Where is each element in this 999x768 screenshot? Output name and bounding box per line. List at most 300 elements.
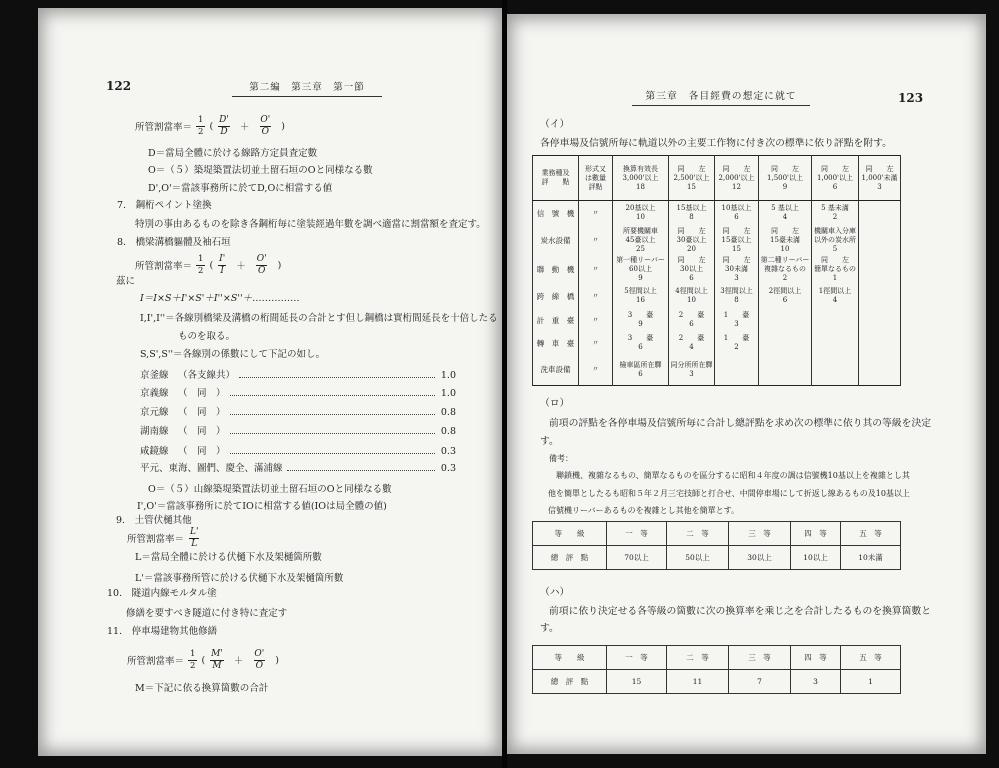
line-name: 京元線 [140,407,169,418]
line-note: （ 同 ） [178,407,226,418]
score-cell [859,355,901,386]
cell-line: 3 臺 [627,334,654,342]
cell-line: 4 [782,213,788,222]
cell-line: 檢車區所在驛 [619,360,662,369]
line-name: 平元、東海、圖們、慶全、滿浦線 [140,463,283,474]
note-text: 聯鎖機、複雜なるもの、簡單なるものを區分するに昭和４年度の調は信號機10基以上を複雜とし其 [556,471,910,480]
score-cell [859,226,901,256]
close-paren: ) [275,654,279,666]
cell-line: 同 左 [677,256,706,264]
section-text: 前項に依り決定せる各等級の箇數に次の換算率を乘じ之を合計したるものを換算箇數と [549,606,932,617]
length-class-header [715,156,759,201]
numerator: 1 [198,114,204,125]
grade-header-row [533,646,901,670]
running-head: 第二編 第三章 第一節 [232,81,382,97]
value-cell: 10未滿 [841,546,901,570]
coefficient-value: 0.3 [440,463,456,474]
cell-line: 3 臺 [627,311,654,319]
coefficient-row [140,445,456,459]
table-row [533,309,901,332]
cell-line: 第二種リーバー [760,256,810,264]
length-class-header [812,156,859,201]
cell-line: 5徑間以上 [624,287,657,295]
cell-line: 同 左 [677,227,706,235]
total-score-row [533,546,901,570]
cell-line: 簡單なるもの [814,265,856,273]
score-cell [812,332,859,355]
denominator: M [212,660,222,671]
score-cell [859,256,901,284]
score-cell [669,256,715,284]
score-cell [759,201,812,226]
coefficient-fraction [188,649,197,672]
cell-line: 20 [687,245,696,253]
table-row [533,284,901,309]
conversion-rate-table [532,645,901,694]
formula-lhs: 所管割當率＝ [135,122,193,133]
ratio-fraction [255,254,269,277]
item-heading: 9. 土管伏樋其他 [116,515,192,526]
cell-line: 同 左 [771,164,799,173]
here-label: 茲に [116,276,136,287]
form-cell: 〃 [579,226,613,256]
definition: D',O'＝當該事務所に於てD,Oに相當する値 [148,183,333,194]
cell-line: 4 [689,343,694,351]
cell-line: 3 [689,369,694,378]
item-text: 修繕を要すべき隧道に付き特に査定す [126,608,288,619]
work-name-cell: 計 重 臺 [533,309,579,332]
denominator: L [191,538,198,549]
open-paren: ( [201,654,206,666]
ratio-fraction [209,649,225,672]
grade-cell: 一 等 [607,522,667,546]
value-cell: 30以上 [729,546,791,570]
formula-lhs: 所管割當率＝ [135,261,193,272]
numerator: O' [256,253,267,264]
score-cell [812,284,859,309]
cell-line: 1 臺 [723,334,750,342]
cell-line: 1 臺 [723,311,750,319]
cell-line: 10 [687,296,696,304]
cell-line: 20基以上 [625,204,656,213]
score-cell [759,332,812,355]
line-name: 湖南線 [140,426,169,437]
table-row [533,332,901,355]
numerator: O' [260,114,271,125]
score-cell [812,201,859,226]
length-class-header [669,156,715,201]
line-name: 咸鏡線 [140,446,169,457]
score-cell [715,355,759,386]
cell-line: 3徑間以上 [720,287,753,295]
cell-line: 3 [734,320,739,328]
dot-leader [287,470,435,471]
coefficient-row [140,425,456,439]
grade-cell: 五 等 [841,646,901,670]
score-cell [669,309,715,332]
cell-line: 評點 [588,182,603,191]
score-cell [715,256,759,284]
cell-line: 6 [782,296,788,304]
open-paren: ( [209,120,214,132]
allocation-formula-l [127,524,204,552]
cell-line: 2 [782,274,788,282]
score-cell [859,332,901,355]
numerator: O' [254,648,265,659]
ratio-fraction [252,649,266,672]
value-cell: 7 [729,670,791,694]
value-cell: 70以上 [607,546,667,570]
section-text: す。 [540,436,559,447]
score-cell [669,355,715,386]
coefficient-fraction [196,254,205,277]
score-cell [613,355,669,386]
numerator: L' [190,526,199,537]
item-heading: 8. 橋梁溝橋軀體及袖石垣 [117,237,231,248]
cell-line: 同 左 [821,164,849,173]
section-text: す。 [540,623,559,634]
cell-line: 2 臺 [678,311,705,319]
cell-line: 1,500'以上 [767,173,803,182]
work-name-cell: 跨 線 橋 [533,284,579,309]
plus-sign: ＋ [233,656,244,667]
ratio-fraction [258,115,272,138]
definition: O＝（５）山線築堤築置法切並土留石垣のOと同様なる數 [148,484,392,495]
work-name-cell: 炭水設備 [533,226,579,256]
table-row [533,355,901,386]
formula-lhs: 所管割當率＝ [127,656,185,667]
work-name-cell: 信 號 機 [533,201,579,226]
line-note: （ 同 ） [178,388,226,399]
grade-label: 等 級 [533,522,607,546]
score-cell [759,309,812,332]
score-cell [613,226,669,256]
length-class-header [759,156,812,201]
cell-line: 業務種及 [541,169,570,177]
cell-line: 同 左 [771,227,799,235]
cell-line: 10 [780,245,790,253]
allocation-formula-m [127,646,284,674]
definition: S,S',S''＝各線別の係數にして下記の如し。 [140,349,326,360]
score-cell [759,355,812,386]
ratio-fraction [217,254,227,277]
definition: O＝（５）築堤築置法切並土留石垣のOと同様なる數 [148,165,373,176]
row-label: 總 評 點 [533,546,607,570]
score-cell [669,332,715,355]
cell-line: 9 [638,274,643,282]
cell-line: 2 [832,213,838,222]
cell-line: 16 [636,296,645,304]
numerator: I' [219,253,226,264]
coefficient-value: 0.8 [440,426,456,437]
cell-line: 15臺以上 [721,236,752,244]
cell-line: 60以上 [629,265,652,273]
cell-line: 8 [734,296,739,304]
cell-line: 15基以上 [676,204,707,213]
coefficient-value: 1.0 [440,388,456,399]
score-cell [715,284,759,309]
section-label: （イ） [540,119,570,130]
score-cell [613,201,669,226]
item-heading: 11. 停車場建物其他修繕 [107,626,218,637]
cell-line: 同 左 [722,164,751,173]
grade-label: 等 級 [533,646,607,670]
coefficient-value: 0.8 [440,407,456,418]
cell-line: 5 [832,245,838,253]
length-class-header [859,156,901,201]
coefficient-fraction [196,115,205,138]
cell-line: 2 [734,343,739,351]
cell-line: 同 左 [722,227,751,235]
ratio-fraction [188,527,200,550]
close-paren: ) [281,120,285,132]
grade-cell: 四 等 [791,522,841,546]
header-row [533,156,901,201]
value-cell: 11 [667,670,729,694]
work-name-cell: 聯 動 機 [533,256,579,284]
dot-leader [230,433,435,434]
grade-cell: 二 等 [667,646,729,670]
table-row [533,256,901,284]
numerator: 1 [198,253,204,264]
form-cell: 〃 [579,332,613,355]
form-cell: 〃 [579,256,613,284]
score-cell [759,256,812,284]
work-name-cell: 洗車設備 [533,355,579,386]
equation-i: I＝I×S＋I'×S'＋I''×S''＋…………… [140,293,300,304]
dot-leader [230,414,435,415]
grade-threshold-table [532,521,901,570]
coefficient-value: 0.3 [440,446,456,457]
value-cell: 1 [841,670,901,694]
form-header [579,156,613,201]
cell-line: 6 [832,182,838,191]
cell-line: 換算有效長 [623,164,658,173]
cell-line: 形式又 [585,164,606,173]
cell-line: 30未滿 [725,265,748,273]
cell-line: 1,000'未滿 [861,173,898,182]
definition: I,I',I''＝各線別橋梁及溝橋の桁間延長の合計とす但し鋼橋は實桁間延長を十倍したる [140,313,498,324]
dot-leader [230,453,435,454]
definition: I',O'＝當該事務所に於てIOに相當する値(IOは局全體の値) [137,501,387,512]
denominator: O [261,126,269,137]
line-note: （ 同 ） [178,446,226,457]
line-name: 京釜線 [140,370,169,381]
cell-line: 45臺以上 [625,236,656,244]
cell-line: 複雜なるもの [764,265,806,273]
allocation-formula-d [135,112,290,140]
cell-line: 10基以上 [721,204,752,213]
cell-line: 15臺未滿 [770,236,800,244]
cell-line: 以外の炭水所 [814,236,856,244]
corner-header [533,156,579,201]
definition: M＝下記に依る換算箇數の合計 [135,683,269,694]
definition: D＝當局全體に於ける線路方定員査定數 [148,148,318,159]
value-cell: 15 [607,670,667,694]
grade-cell: 四 等 [791,646,841,670]
station-works-scoring-table [532,155,901,386]
cell-line: 8 [689,213,694,222]
cell-line: 同 左 [865,164,894,173]
score-cell [812,226,859,256]
numerator: D' [219,114,229,125]
line-name: 京義線 [140,388,169,399]
grade-header-row [533,522,901,546]
cell-line: 9 [638,320,643,328]
score-cell [859,201,901,226]
line-note: （ 同 ） [178,426,226,437]
cell-line: 6 [689,274,694,282]
numerator: M' [211,648,223,659]
cell-line: 10 [636,213,645,222]
score-cell [812,355,859,386]
cell-line: 同 左 [677,164,706,173]
cell-line: 5 基未滿 [821,204,849,213]
score-cell [669,284,715,309]
cell-line: 評 點 [541,178,570,186]
denominator: O [255,660,263,671]
definition-continued: ものを取る。 [178,331,236,342]
grade-cell: 二 等 [667,522,729,546]
cell-line: 2 臺 [678,334,705,342]
cell-line: 18 [636,182,645,191]
score-cell [613,284,669,309]
score-cell [812,309,859,332]
section-text: 各停車場及信號所毎に軌道以外の主要工作物に付き次の標準に依り評點を附す。 [540,138,892,149]
allocation-formula-i [135,251,286,279]
form-cell: 〃 [579,201,613,226]
cell-line: 5 基以上 [771,204,799,213]
denominator: 2 [198,265,204,276]
dot-leader [230,395,435,396]
item-heading: 10. 隧道内線モルタル塗 [107,588,217,599]
cell-line: 4 [832,296,838,304]
line-note: （各支線共） [178,370,236,381]
cell-line: 4徑間以上 [675,287,708,295]
cell-line: 所要機關車 [623,227,658,235]
denominator: I [220,265,224,276]
work-name-cell: 轉 車 臺 [533,332,579,355]
score-cell [715,309,759,332]
numerator: 1 [190,648,196,659]
cell-line: 1徑間以上 [818,287,852,295]
section-label: （ロ） [540,398,570,409]
total-score-row [533,670,901,694]
close-paren: ) [277,259,282,271]
note-text: 信號機リーバーあるものを複雜とし其他を簡單とす。 [548,506,739,515]
cell-line: 1,000'以上 [817,173,853,182]
note-text: 他を簡單としたるも昭和５年２月三宅技師と打合せ、中間停車場にして折返し線あるもの及10基以上 [548,489,910,498]
denominator: 2 [198,126,204,137]
value-cell: 50以上 [667,546,729,570]
left-page [38,8,502,756]
cell-line: は數量 [585,173,606,182]
cell-line: 3 [877,182,882,191]
score-cell [613,256,669,284]
score-cell [859,284,901,309]
right-page [507,14,986,754]
coefficient-row [140,387,456,401]
score-cell [613,332,669,355]
cell-line: 30臺以上 [676,236,707,244]
cell-line: 機關車入分庫 [814,227,856,235]
cell-line: 第一種リーバー [616,256,665,264]
item-heading: 7. 鋼桁ペイント塗換 [117,200,212,211]
note-label: 備考： [549,454,573,463]
cell-line: 15 [732,245,741,253]
value-cell: 3 [791,670,841,694]
value-cell: 10以上 [791,546,841,570]
form-cell: 〃 [579,355,613,386]
dot-leader [239,377,435,378]
formula-lhs: 所管割當率＝ [127,534,185,545]
grade-cell: 五 等 [841,522,901,546]
row-label: 總 評 點 [533,670,607,694]
cell-line: 2,500'以上 [673,173,710,182]
cell-line: 3 [734,274,739,282]
grade-cell: 三 等 [729,646,791,670]
running-head: 第三章 各目經費の想定に就て [632,90,810,106]
cell-line: 12 [732,182,741,191]
table-row [533,201,901,226]
page-number: 123 [898,91,924,105]
definition: L'＝當該事務所管に於ける伏樋下水及架樋箇所數 [135,573,344,584]
cell-line: 同 左 [722,256,751,264]
length-class-header [613,156,669,201]
cell-line: 1 [832,274,838,282]
cell-line: 同 左 [821,256,849,264]
score-cell [715,226,759,256]
open-paren: ( [209,259,214,271]
coefficient-row [140,462,456,476]
score-cell [715,201,759,226]
table-row [533,226,901,256]
score-cell [669,226,715,256]
score-cell [715,332,759,355]
coefficient-row [140,406,456,420]
cell-line: 15 [687,182,696,191]
cell-line: 2徑間以上 [768,287,802,295]
form-cell: 〃 [579,284,613,309]
score-cell [812,256,859,284]
denominator: 2 [190,660,196,671]
cell-line: 3,000'以上 [622,173,659,182]
coefficient-row [140,369,456,383]
denominator: D [220,126,228,137]
cell-line: 25 [636,245,645,253]
score-cell [669,201,715,226]
cell-line: 6 [734,213,739,222]
item-text: 特別の事由あるものを除き各鋼桁毎に塗装經過年數を調べ適當に割當額を査定す。 [135,219,486,230]
cell-line: 同分所所在驛 [670,360,713,369]
cell-line: 6 [638,343,643,351]
coefficient-value: 1.0 [440,370,456,381]
plus-sign: ＋ [239,122,250,133]
plus-sign: ＋ [236,261,246,272]
definition: L＝當局全體に於ける伏樋下水及架樋箇所數 [135,552,322,563]
denominator: O [257,265,266,276]
grade-cell: 一 等 [607,646,667,670]
page-number: 122 [106,79,132,93]
cell-line: 6 [689,320,694,328]
cell-line: 30以上 [680,265,703,273]
ratio-fraction [217,115,231,138]
form-cell: 〃 [579,309,613,332]
cell-line: 9 [782,182,788,191]
cell-line: 2,000'以上 [718,173,755,182]
score-cell [613,309,669,332]
score-cell [759,284,812,309]
